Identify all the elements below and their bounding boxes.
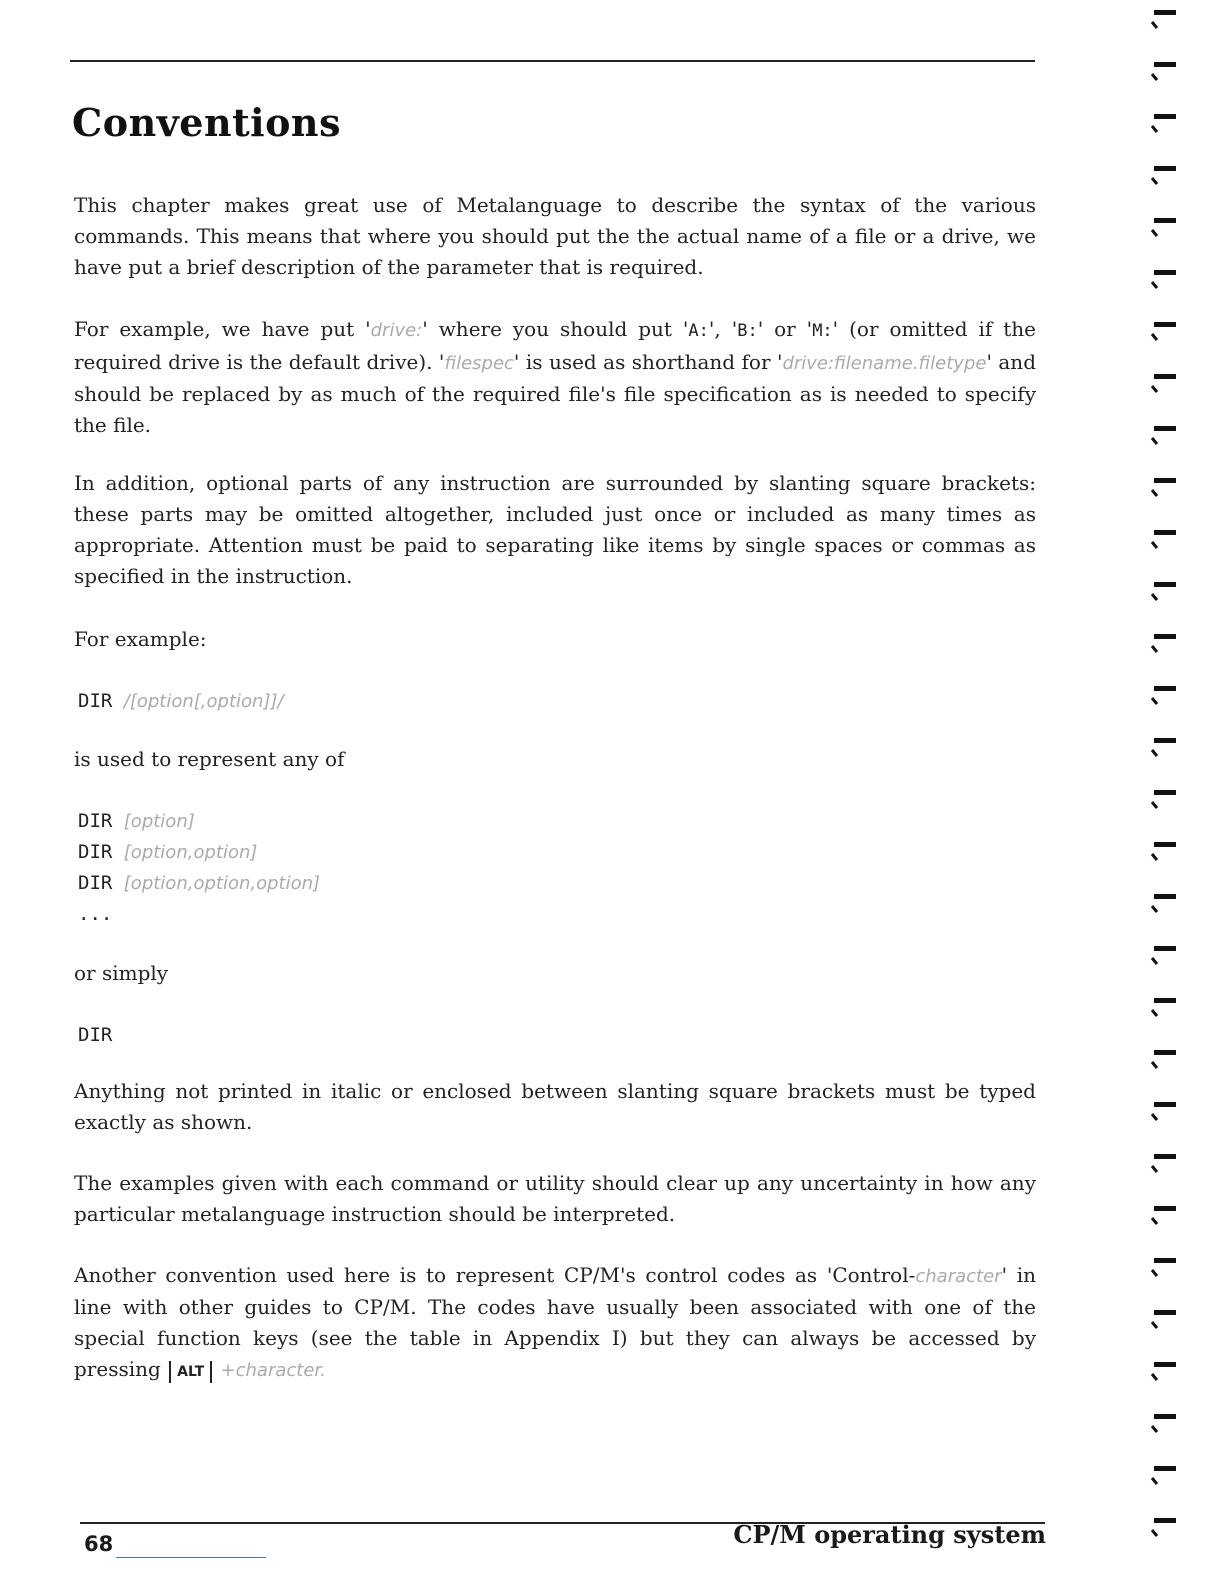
code-ellipsis: ... — [78, 903, 113, 925]
paragraph-or-simply: or simply — [74, 961, 169, 985]
code-args: [option,option,option] — [123, 873, 321, 894]
thumb-index-tick — [1152, 490, 1157, 496]
thumb-index-tick — [1152, 958, 1157, 964]
thumb-index-tick — [1152, 1166, 1157, 1172]
thumb-index-bar — [1154, 998, 1176, 1003]
text: ' or ' — [757, 317, 813, 341]
paragraph-represents: is used to represent any of — [74, 747, 345, 771]
thumb-index-tick — [1152, 334, 1157, 340]
thumb-index-bar — [1154, 1258, 1176, 1263]
code-examples — [78, 806, 320, 930]
thumb-index-tick — [1152, 1062, 1157, 1068]
thumb-index-bar — [1154, 1362, 1176, 1367]
thumb-index-bar — [1154, 790, 1176, 795]
code-example-line — [78, 806, 320, 837]
text: ' in line with other guides to CP/M. The codes have usually been associated with one of the special function keys (see the table in Appendix I) but they can always be accessed by pressing — [74, 1263, 1036, 1381]
text: For example, we have put ' — [74, 317, 371, 341]
italic-term: +character. — [220, 1360, 326, 1381]
footer-title: CP/M operating system — [733, 1520, 1046, 1549]
top-rule — [70, 60, 1035, 62]
thumb-index-bar — [1154, 738, 1176, 743]
thumb-index-bar — [1154, 270, 1176, 275]
code-example-line — [78, 868, 320, 899]
thumb-index-tick — [1152, 802, 1157, 808]
thumb-index-bar — [1154, 530, 1176, 535]
mono-term: M: — [812, 321, 833, 341]
paragraph-drive-example — [74, 314, 1036, 441]
code-simple: DIR — [78, 1024, 113, 1046]
thumb-index-bar — [1154, 478, 1176, 483]
thumb-index-marks — [1148, 0, 1188, 1584]
thumb-index-tick — [1152, 1114, 1157, 1120]
thumb-index-bar — [1154, 894, 1176, 899]
thumb-index-bar — [1154, 1206, 1176, 1211]
thumb-index-bar — [1154, 218, 1176, 223]
thumb-index-bar — [1154, 10, 1176, 15]
page-number: 68 — [84, 1532, 114, 1556]
code-command: DIR — [78, 690, 113, 712]
thumb-index-bar — [1154, 1466, 1176, 1471]
page-number-underline — [116, 1557, 266, 1558]
thumb-index-tick — [1152, 386, 1157, 392]
thumb-index-bar — [1154, 1050, 1176, 1055]
thumb-index-tick — [1152, 542, 1157, 548]
italic-term: drive:filename.filetype — [782, 353, 987, 374]
code-command: DIR — [78, 872, 113, 894]
italic-term: drive: — [370, 320, 423, 341]
thumb-index-bar — [1154, 426, 1176, 431]
thumb-index-bar — [1154, 62, 1176, 67]
thumb-index-tick — [1152, 22, 1157, 28]
text: ' where you should put ' — [422, 317, 689, 341]
paragraph-intro: This chapter makes great use of Metalanguage to describe the syntax of the various commands. This means that where you should put the the actual name of a file or a drive, we have put a brief description of the parameter that is required. — [74, 193, 1036, 279]
alt-key-cap: ALT — [169, 1361, 212, 1383]
code-args: [option] — [123, 811, 195, 832]
thumb-index-tick — [1152, 906, 1157, 912]
code-args: [option,option] — [123, 842, 258, 863]
thumb-index-bar — [1154, 322, 1176, 327]
thumb-index-bar — [1154, 582, 1176, 587]
thumb-index-tick — [1152, 230, 1157, 236]
thumb-index-bar — [1154, 166, 1176, 171]
text: ' (or omitted if the required drive is the default drive). ' — [74, 317, 1037, 374]
thumb-index-bar — [1154, 374, 1176, 379]
thumb-index-bar — [1154, 1102, 1176, 1107]
italic-term: filespec — [444, 353, 514, 374]
thumb-index-bar — [1154, 1154, 1176, 1159]
thumb-index-bar — [1154, 1310, 1176, 1315]
mono-term: A: — [688, 321, 709, 341]
thumb-index-tick — [1152, 698, 1157, 704]
paragraph-examples: The examples given with each command or utility should clear up any uncertainty in how any particular metalanguage instruction should be interpreted. — [74, 1171, 1036, 1226]
page-title: Conventions — [72, 100, 341, 145]
thumb-index-tick — [1152, 178, 1157, 184]
thumb-index-tick — [1152, 1374, 1157, 1380]
code-example-line — [78, 837, 320, 868]
paragraph-optional-parts: In addition, optional parts of any instruction are surrounded by slanting square brackets: these parts may be omitted altogether, included just once or included as many times as appropriate. Attention must be paid to separating like items by single spaces or commas as specified in the instruction. — [74, 471, 1036, 588]
italic-term: character — [915, 1266, 1002, 1287]
thumb-index-bar — [1154, 686, 1176, 691]
mono-term: B: — [737, 321, 758, 341]
thumb-index-tick — [1152, 646, 1157, 652]
thumb-index-bar — [1154, 842, 1176, 847]
thumb-index-tick — [1152, 1322, 1157, 1328]
code-command: DIR — [78, 810, 113, 832]
code-args: /[option[,option]]/ — [123, 691, 284, 712]
thumb-index-tick — [1152, 282, 1157, 288]
thumb-index-tick — [1152, 1530, 1157, 1536]
thumb-index-tick — [1152, 1426, 1157, 1432]
text: Another convention used here is to represent CP/M's control codes as 'Control- — [74, 1263, 916, 1287]
thumb-index-bar — [1154, 946, 1176, 951]
thumb-index-bar — [1154, 114, 1176, 119]
thumb-index-bar — [1154, 1414, 1176, 1419]
thumb-index-tick — [1152, 74, 1157, 80]
thumb-index-bar — [1154, 1518, 1176, 1523]
paragraph-typed-exactly: Anything not printed in italic or enclosed between slanting square brackets must be typed exactly as shown. — [74, 1079, 1036, 1134]
thumb-index-tick — [1152, 126, 1157, 132]
code-command: DIR — [78, 841, 113, 863]
code-syntax-line — [78, 686, 284, 717]
paragraph-control-codes — [74, 1260, 1036, 1386]
thumb-index-tick — [1152, 438, 1157, 444]
text: ' and should be replaced by as much of the required file's file specification as is needed to specify the file. — [74, 350, 1036, 437]
paragraph-for-example: For example: — [74, 627, 207, 651]
thumb-index-tick — [1152, 1270, 1157, 1276]
thumb-index-tick — [1152, 594, 1157, 600]
thumb-index-tick — [1152, 1478, 1157, 1484]
thumb-index-tick — [1152, 1218, 1157, 1224]
thumb-index-tick — [1152, 1010, 1157, 1016]
thumb-index-tick — [1152, 854, 1157, 860]
text: ' is used as shorthand for ' — [513, 350, 783, 374]
thumb-index-tick — [1152, 750, 1157, 756]
text: ', ' — [708, 317, 738, 341]
thumb-index-bar — [1154, 634, 1176, 639]
